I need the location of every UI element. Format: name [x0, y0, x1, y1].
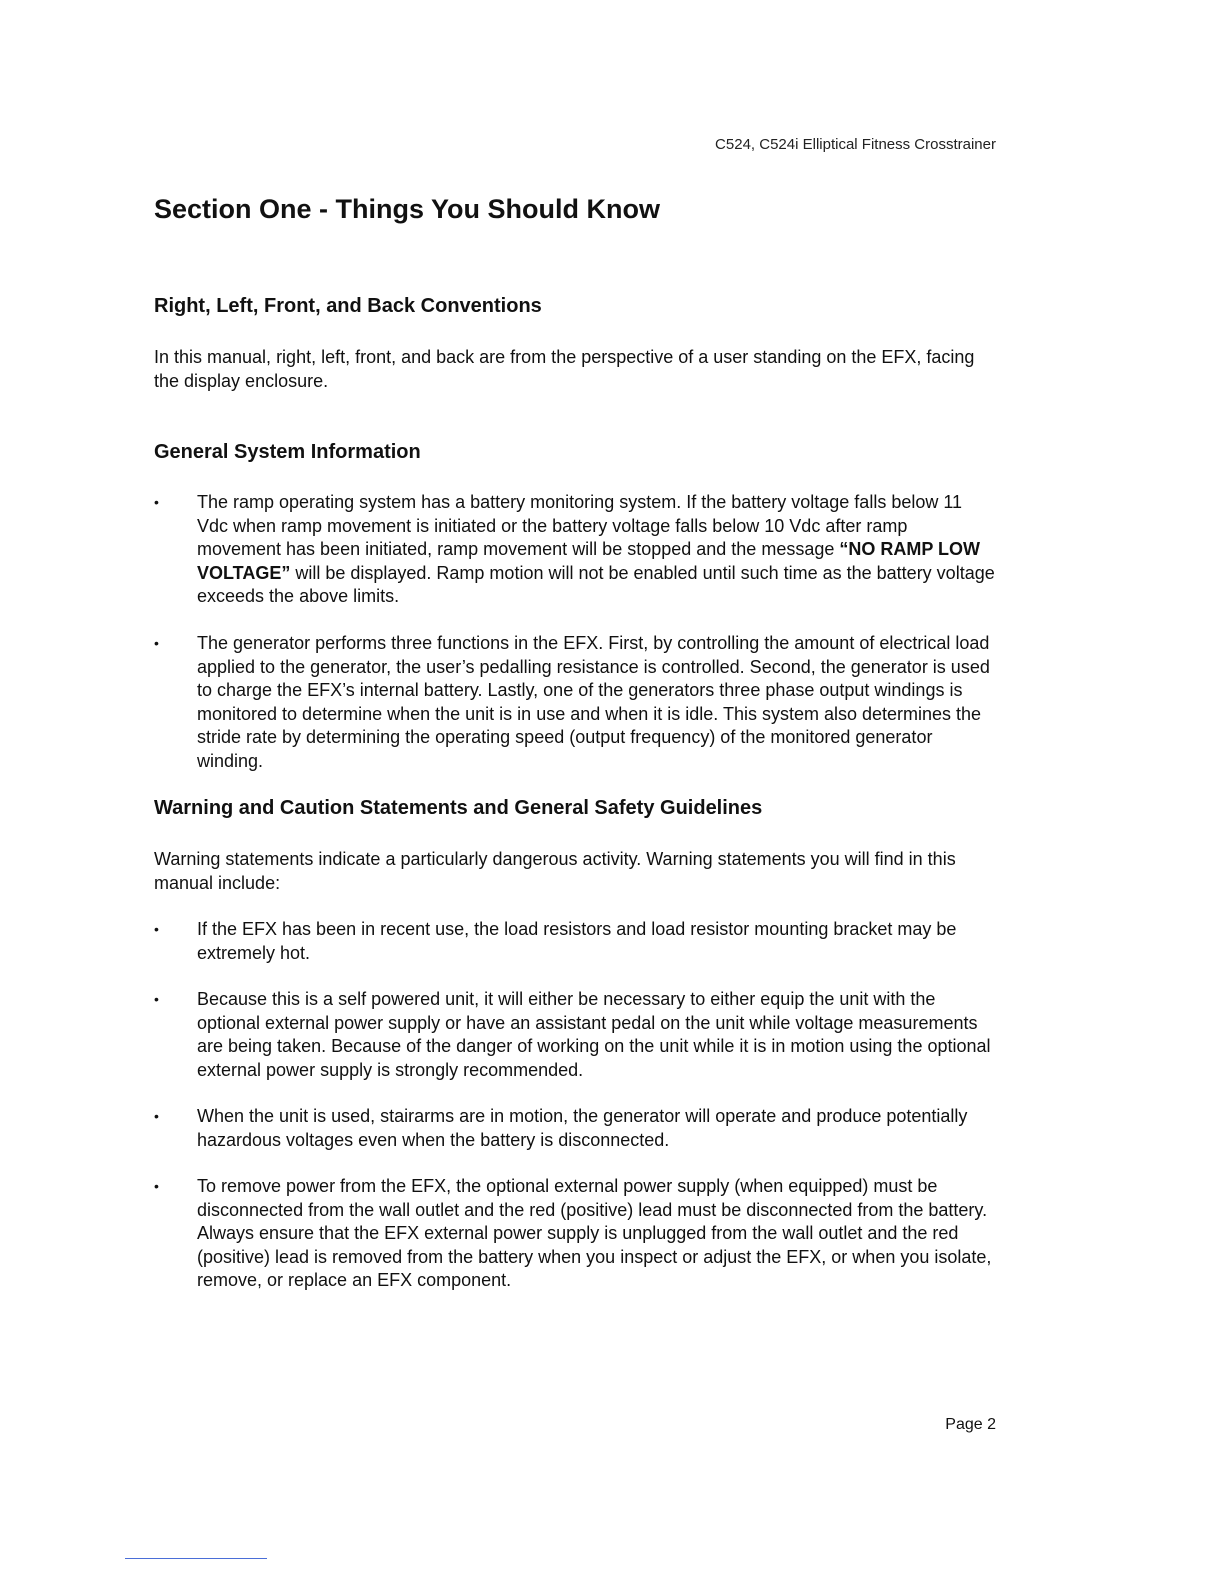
conventions-body: In this manual, right, left, front, and back are from the perspective of a user standing on the EFX, facing the display enclosure. — [154, 347, 975, 391]
warning-bullet-list-2 — [154, 988, 996, 1082]
warning-bullet-1-block — [154, 918, 996, 965]
list-item — [154, 1175, 996, 1293]
warning-bullet-4-block — [154, 1175, 996, 1293]
bullet-text: When the unit is used, stairarms are in motion, the generator will operate and produce potentially hazardous voltages even when the battery is disconnected. — [197, 1106, 968, 1150]
warning-bullet-list-4 — [154, 1175, 996, 1293]
bullet-icon: • — [154, 635, 159, 651]
document-header-title: C524, C524i Elliptical Fitness Crosstrainer — [715, 136, 996, 153]
page-number: Page 2 — [945, 1416, 996, 1433]
warning-bullet-2-block — [154, 988, 996, 1082]
general-bullet-1-block — [154, 491, 996, 609]
general-bullet-list-2 — [154, 632, 996, 773]
warning-bullet-list-3 — [154, 1105, 996, 1152]
bullet-icon: • — [154, 991, 159, 1007]
bullet-icon: • — [154, 1178, 159, 1194]
bullet-text: If the EFX has been in recent use, the load resistors and load resistor mounting bracket may be extremely hot. — [197, 919, 957, 963]
bullet-text-part2: will be displayed. Ramp motion will not be enabled until such time as the battery voltage exceeds the above limits. — [197, 562, 995, 606]
section-title: Section One - Things You Should Know — [154, 194, 660, 224]
list-item — [154, 491, 996, 609]
bullet-text-part1: The ramp operating system has a battery monitoring system. If the battery voltage falls below 11 Vdc when ramp movement is initiated or the battery voltage falls below 10 Vdc after ramp movement has been initiated, ramp movement will be stopped and the message — [197, 492, 963, 559]
general-bullet-list — [154, 491, 996, 609]
bullet-icon: • — [154, 494, 159, 510]
list-item — [154, 918, 996, 965]
warning-heading: Warning and Caution Statements and General Safety Guidelines — [154, 797, 763, 819]
warning-intro-block — [154, 848, 996, 895]
warning-bullet-3-block — [154, 1105, 996, 1152]
warning-section — [154, 797, 996, 820]
list-item — [154, 1105, 996, 1152]
list-item — [154, 988, 996, 1082]
conventions-heading: Right, Left, Front, and Back Conventions — [154, 295, 542, 317]
warning-bullet-list-1 — [154, 918, 996, 965]
bullet-text: The generator performs three functions in the EFX. First, by controlling the amount of electrical load applied to the generator, the user’s pedalling resistance is controlled. Second, the generator is used to charge the EFX’s internal battery. Lastly, one of the generators three phase output windings is monitored to determine when the unit is in use and when it is idle. This system also determines the stride rate by determining the operating speed (output frequency) of the monitored generator winding. — [197, 633, 990, 771]
conventions-body-block — [154, 346, 996, 393]
conventions-section — [154, 295, 996, 318]
general-section — [154, 441, 996, 464]
bullet-text: To remove power from the EFX, the optional external power supply (when equipped) must be disconnected from the wall outlet and the red (positive) lead must be disconnected from the battery. Always ensure that the EFX external power supply is unplugged from the wall outlet and the red (positive) lead is removed from the battery when you inspect or adjust the EFX, or when you isolate, remove, or replace an EFX component. — [197, 1176, 992, 1290]
general-heading: General System Information — [154, 441, 421, 463]
warning-intro: Warning statements indicate a particularly dangerous activity. Warning statements you will find in this manual include: — [154, 849, 956, 893]
general-bullet-2-block — [154, 632, 996, 773]
list-item — [154, 632, 996, 773]
bullet-icon: • — [154, 921, 159, 937]
bullet-icon: • — [154, 1108, 159, 1124]
bullet-text: Because this is a self powered unit, it will either be necessary to either equip the unit with the optional external power supply or have an assistant pedal on the unit while voltage measurements are being taken. Because of the danger of working on the unit while it is in motion using the optional external power supply is strongly recommended. — [197, 989, 991, 1080]
no-ramp-message: “NO RAMP LOW VOLTAGE” — [197, 539, 981, 583]
footer-rule — [125, 1558, 267, 1559]
